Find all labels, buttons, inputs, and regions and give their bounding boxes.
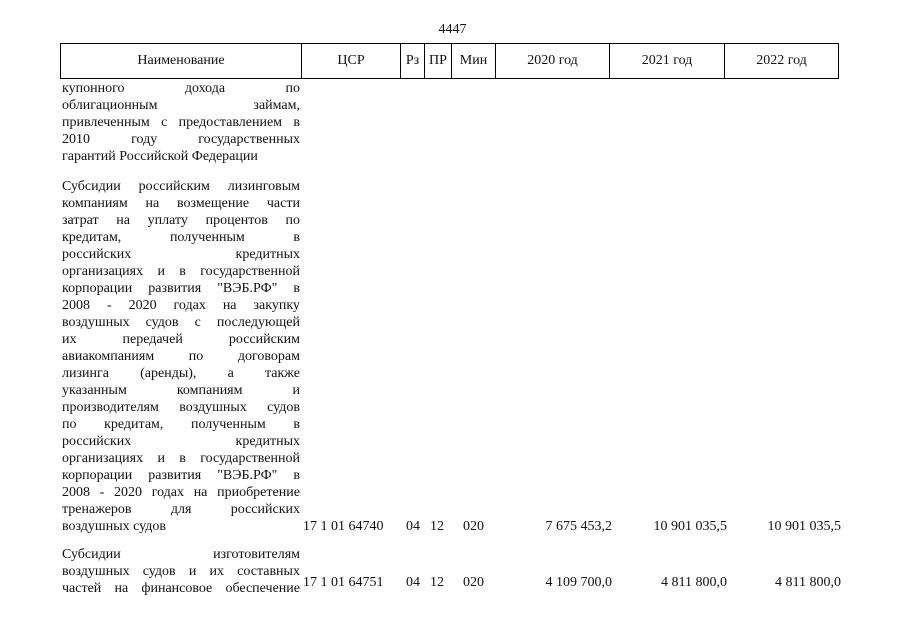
- desc-line: российских кредитных: [62, 434, 300, 449]
- desc-line: организациях и в государственной: [62, 451, 300, 466]
- desc-line: корпорации развития "ВЭБ.РФ" в: [62, 281, 300, 296]
- desc-line: авиакомпаниям по договорам: [62, 349, 300, 364]
- table-header: [60, 43, 839, 79]
- desc-line: тренажеров для российских: [62, 502, 300, 517]
- desc-line: гарантий Российской Федерации: [62, 149, 258, 164]
- header-pr: ПР: [424, 44, 451, 78]
- desc-line: компаниям на возмещение части: [62, 196, 300, 211]
- header-rz: Рз: [400, 44, 424, 78]
- desc-line: воздушных судов с последующей: [62, 315, 300, 330]
- header-min: Мин: [451, 44, 495, 78]
- desc-line: облигационным займам,: [62, 98, 300, 113]
- page-number: 4447: [438, 22, 467, 37]
- row-1-rz: 04: [406, 519, 420, 534]
- row-2-pr: 12: [430, 575, 444, 590]
- desc-line: привлеченным с предоставлением в: [62, 115, 300, 130]
- row-1-2020: 7 675 453,2: [545, 519, 612, 534]
- desc-line: корпорации развития "ВЭБ.РФ" в: [62, 468, 300, 483]
- desc-line: 2010 году государственных: [62, 132, 300, 147]
- desc-line: 2008 - 2020 годах на приобретение: [62, 485, 300, 500]
- row-1-pr: 12: [430, 519, 444, 534]
- desc-line: частей на финансовое обеспечение: [62, 581, 300, 596]
- row-2-2021: 4 811 800,0: [661, 575, 727, 590]
- desc-line: российских кредитных: [62, 247, 300, 262]
- row-1-description: [62, 178, 300, 535]
- desc-line: по кредитам, полученным в: [62, 417, 300, 432]
- desc-line: воздушных судов: [62, 519, 166, 534]
- desc-line: лизинга (аренды), а также: [62, 366, 300, 381]
- header-2021: 2021 год: [609, 44, 724, 78]
- row-0-description: [62, 80, 300, 165]
- desc-line: Субсидии изготовителям: [62, 547, 300, 562]
- header-2022: 2022 год: [724, 44, 838, 78]
- row-2-description: [62, 546, 300, 597]
- desc-line: их передачей российским: [62, 332, 300, 347]
- row-1-min: 020: [463, 519, 484, 534]
- desc-line: купонного дохода по: [62, 81, 300, 96]
- row-2-2022: 4 811 800,0: [775, 575, 841, 590]
- desc-line: организациях и в государственной: [62, 264, 300, 279]
- desc-line: затрат на уплату процентов по: [62, 213, 300, 228]
- row-1-2021: 10 901 035,5: [653, 519, 727, 534]
- desc-line: Субсидии российским лизинговым: [62, 179, 300, 194]
- row-2-min: 020: [463, 575, 484, 590]
- desc-line: 2008 - 2020 годах на закупку: [62, 298, 300, 313]
- row-2-csr: 17 1 01 64751: [303, 575, 384, 590]
- row-1-csr: 17 1 01 64740: [303, 519, 384, 534]
- desc-line: указанным компаниям и: [62, 383, 300, 398]
- desc-line: воздушных судов и их составных: [62, 564, 300, 579]
- header-2020: 2020 год: [495, 44, 609, 78]
- row-1-2022: 10 901 035,5: [767, 519, 841, 534]
- row-2-2020: 4 109 700,0: [545, 575, 612, 590]
- header-name: Наименование: [137, 53, 225, 68]
- row-2-rz: 04: [406, 575, 420, 590]
- header-csr: ЦСР: [301, 44, 400, 78]
- desc-line: кредитам, полученным в: [62, 230, 300, 245]
- desc-line: производителям воздушных судов: [62, 400, 300, 415]
